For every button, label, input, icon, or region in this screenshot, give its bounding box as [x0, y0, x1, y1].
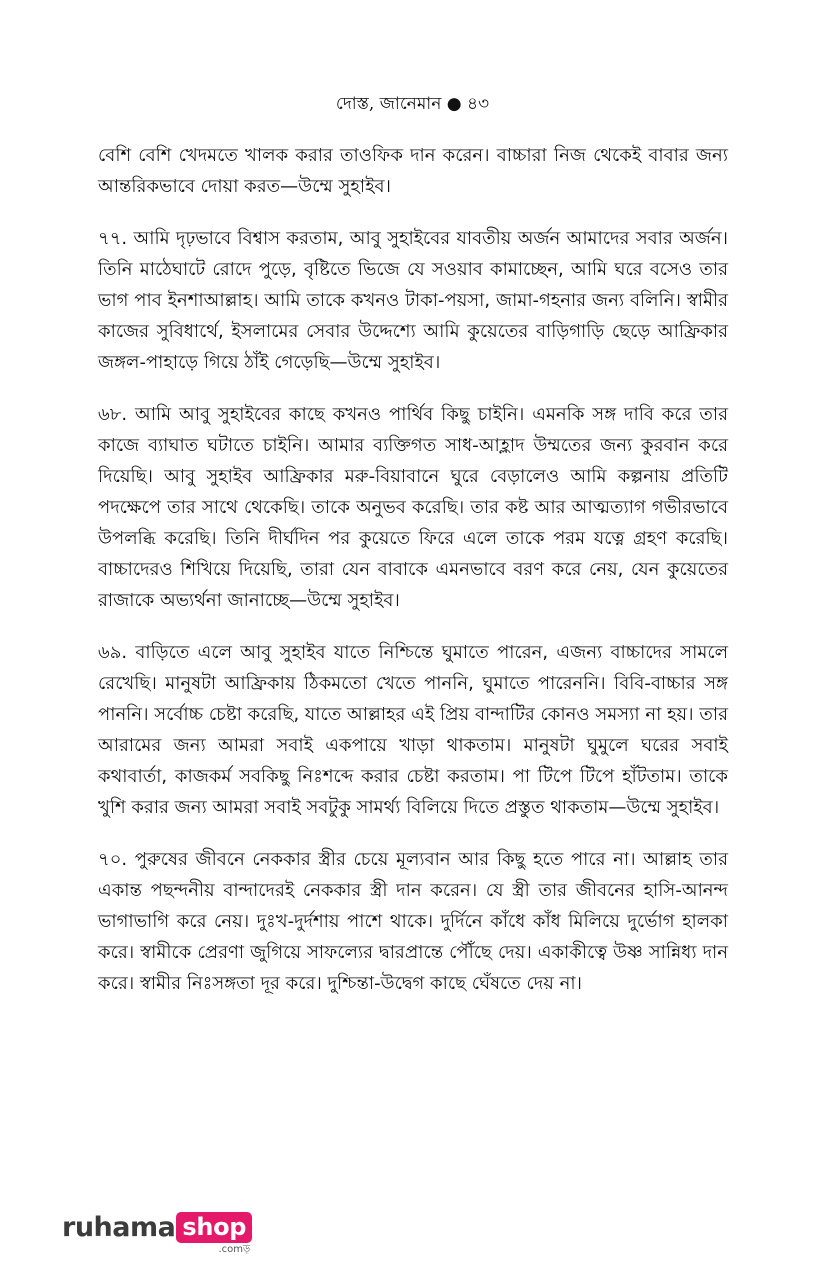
- logo-main-text: ruhama: [62, 1212, 176, 1243]
- paragraph-70: ৭০. পুরুষের জীবনে নেককার স্ত্রীর চেয়ে মূল্যবান আর কিছু হতে পারে না। আল্লাহ তার একান্ত পছন্দনীয় বান্দাদেরই নেককার স্ত্রী দান করেন। যে স্ত্রী তার জীবনের হাসি-আনন্দ ভাগাভাগি করে নেয়। দুঃখ-দুর্দশায় পাশে থাকে। দুর্দিনে কাঁধে কাঁধ মিলিয়ে দুর্ভোগ হালকা করে। স্বামীকে প্রেরণা জুগিয়ে সাফল্যের দ্বারপ্রান্তে পৌঁছে দেয়। একাকীত্বে উষ্ণ সান্নিধ্য দান করে। স্বামীর নিঃসঙ্গতা দূর করে। দুশ্চিন্তা-উদ্বেগ কাছে ঘেঁষতে দেয় না।: [98, 849, 728, 994]
- paragraph-68: ৬৮. আমি আবু সুহাইবের কাছে কখনও পার্থিব কিছু চাইনি। এমনকি সঙ্গ দাবি করে তার কাজে ব্যাঘাত ঘটাতে চাইনি। আমার ব্যক্তিগত সাধ-আহ্লাদ উম্মতের জন্য কুরবান করে দিয়েছি। আবু সুহাইব আফ্রিকার মরু-বিয়াবানে ঘুরে বেড়ালেও আমি কল্পনায় প্রতিটি পদক্ষেপে তার সাথে থেকেছি। তাকে অনুভব করেছি। তার কষ্ট আর আত্মত্যাগ গভীরভাবে উপলব্ধি করেছি। তিনি দীর্ঘদিন পর কুয়েতে ফিরে এলে তাকে পরম যত্নে গ্রহণ করেছি। বাচ্চাদেরও শিখিয়ে দিয়েছি, তারা যেন বাবাকে এমনভাবে বরণ করে নেয়, যেন কুয়েতের রাজাকে অভ্যর্থনা জানাচ্ছে—উম্মে সুহাইব।: [98, 404, 728, 611]
- paragraph-69: ৬৯. বাড়িতে এলে আবু সুহাইব যাতে নিশ্চিন্তে ঘুমাতে পারেন, এজন্য বাচ্চাদের সামলে রেখেছি। মানুষটা আফ্রিকায় ঠিকমতো খেতে পাননি, ঘুমাতে পারেননি। বিবি-বাচ্চার সঙ্গ পাননি। সর্বোচ্চ চেষ্টা করেছি, যাতে আল্লাহর এই প্রিয় বান্দাটির কোনও সমস্যা না হয়। তার আরামের জন্য আমরা সবাই একপায়ে খাড়া থাকতাম। মানুষটা ঘুমুলে ঘরের সবাই কথাবার্তা, কাজকর্ম সবকিছু নিঃশব্দে করার চেষ্টা করতাম। পা টিপে টিপে হাঁটতাম। তাকে খুশি করার জন্য আমরা সবাই সবটুকু সামর্থ্য বিলিয়ে দিতে প্রস্তুত থাকতাম—উম্মে সুহাইব।: [98, 642, 728, 818]
- paragraph-77: ৭৭. আমি দৃঢ়ভাবে বিশ্বাস করতাম, আবু সুহাইবের যাবতীয় অর্জন আমাদের সবার অর্জন। তিনি মাঠেঘাটে রোদে পুড়ে, বৃষ্টিতে ভিজে যে সওয়াব কামাচ্ছেন, আমি ঘরে বসেও তার ভাগ পাব ইনশাআল্লাহ। আমি তাকে কখনও টাকা-পয়সা, জামা-গহনার জন্য বলিনি। স্বামীর কাজের সুবিধার্থে, ইসলামের সেবার উদ্দেশ্যে আমি কুয়েতের বাড়িগাড়ি ছেড়ে আফ্রিকার জঙ্গল-পাহাড়ে গিয়ে ঠাঁই গেড়েছি—উম্মে সুহাইব।: [98, 228, 728, 373]
- paragraph-continuation: বেশি বেশি খেদমতে খালক করার তাওফিক দান করেন। বাচ্চারা নিজ থেকেই বাবার জন্য আন্তরিকভাবে দোয়া করত—উম্মে সুহাইব।: [98, 145, 728, 197]
- logo-shop-badge: shop: [176, 1212, 252, 1243]
- text-body: [98, 140, 728, 1020]
- logo-domain-text: .comড়: [218, 1244, 251, 1255]
- running-header: দোস্ত, জানেমান ● ৪৩: [335, 94, 490, 114]
- logo-shop-group: [176, 1212, 252, 1255]
- ruhamashop-logo: [62, 1212, 252, 1255]
